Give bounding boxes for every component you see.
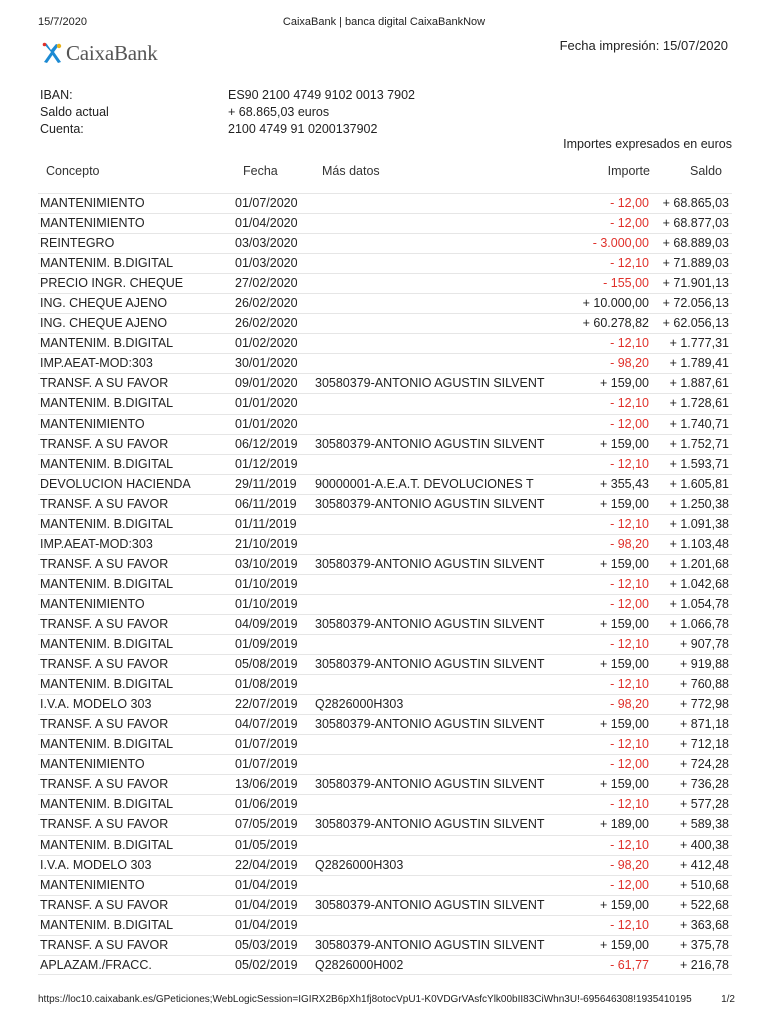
cell-fecha: 01/03/2020 bbox=[235, 256, 298, 271]
cell-saldo: + 522,68 bbox=[679, 897, 729, 912]
cell-concepto: TRANSF. A SU FAVOR bbox=[40, 376, 169, 391]
cell-fecha: 03/03/2020 bbox=[235, 236, 298, 251]
cell-saldo: + 1.593,71 bbox=[669, 456, 729, 471]
iban-row bbox=[40, 87, 415, 104]
cell-concepto: MANTENIM. B.DIGITAL bbox=[40, 837, 174, 852]
cell-fecha: 01/02/2020 bbox=[235, 336, 298, 351]
table-row bbox=[38, 494, 732, 514]
cell-importe: - 12,10 bbox=[610, 456, 649, 471]
logo-text: CaixaBank bbox=[66, 40, 158, 65]
cell-importe: + 159,00 bbox=[599, 777, 649, 792]
table-row bbox=[38, 734, 732, 754]
cell-importe: - 98,20 bbox=[610, 697, 649, 712]
cell-fecha: 01/04/2020 bbox=[235, 216, 298, 231]
cell-concepto: I.V.A. MODELO 303 bbox=[40, 697, 152, 712]
table-header bbox=[38, 164, 732, 180]
cell-concepto: MANTENIM. B.DIGITAL bbox=[40, 396, 174, 411]
fecha-impresion: Fecha impresión: 15/07/2020 bbox=[559, 38, 728, 53]
table-row bbox=[38, 213, 732, 233]
table-row bbox=[38, 273, 732, 293]
table-row bbox=[38, 373, 732, 393]
cell-fecha: 26/02/2020 bbox=[235, 316, 298, 331]
iban-label: IBAN: bbox=[40, 88, 73, 102]
cell-importe: - 155,00 bbox=[603, 276, 649, 291]
cell-saldo: + 760,88 bbox=[679, 677, 729, 692]
cell-importe: - 3.000,00 bbox=[592, 236, 649, 251]
cell-concepto: TRANSF. A SU FAVOR bbox=[40, 817, 169, 832]
cell-mas-datos: 30580379-ANTONIO AGUSTIN SILVENT bbox=[315, 937, 545, 952]
cell-mas-datos: 30580379-ANTONIO AGUSTIN SILVENT bbox=[315, 376, 545, 391]
cell-importe: - 12,10 bbox=[610, 917, 649, 932]
footer-page: 1/2 bbox=[721, 994, 735, 1005]
table-row bbox=[38, 634, 732, 654]
cell-importe: - 12,00 bbox=[610, 196, 649, 210]
cell-fecha: 01/10/2019 bbox=[235, 596, 298, 611]
cell-importe: + 159,00 bbox=[599, 556, 649, 571]
cell-mas-datos: 30580379-ANTONIO AGUSTIN SILVENT bbox=[315, 436, 545, 451]
table-row bbox=[38, 293, 732, 313]
table-row bbox=[38, 454, 732, 474]
cell-importe: + 159,00 bbox=[599, 657, 649, 672]
cell-fecha: 01/11/2019 bbox=[235, 516, 297, 531]
table-row bbox=[38, 855, 732, 875]
cell-fecha: 01/10/2019 bbox=[235, 576, 298, 591]
table-row bbox=[38, 814, 732, 834]
cell-importe: - 12,10 bbox=[610, 396, 649, 411]
saldo-value: + 68.865,03 euros bbox=[228, 105, 330, 119]
cell-fecha: 01/04/2019 bbox=[235, 897, 298, 912]
table-row bbox=[38, 614, 732, 634]
cell-mas-datos: 90000001-A.E.A.T. DEVOLUCIONES T bbox=[315, 476, 534, 491]
cell-saldo: + 1.740,71 bbox=[669, 416, 729, 431]
table-row bbox=[38, 875, 732, 895]
cell-saldo: + 68.877,03 bbox=[662, 216, 729, 231]
cell-importe: - 12,10 bbox=[610, 637, 649, 652]
cell-concepto: MANTENIM. B.DIGITAL bbox=[40, 576, 174, 591]
table-row bbox=[38, 895, 732, 915]
cell-fecha: 01/04/2019 bbox=[235, 917, 298, 932]
cell-concepto: I.V.A. MODELO 303 bbox=[40, 857, 152, 872]
cell-importe: - 12,00 bbox=[610, 877, 649, 892]
cell-concepto: MANTENIM. B.DIGITAL bbox=[40, 637, 174, 652]
cell-importe: + 189,00 bbox=[599, 817, 649, 832]
cell-concepto: APLAZAM./FRACC. bbox=[40, 957, 152, 972]
table-row bbox=[38, 313, 732, 333]
cell-concepto: IMP.AEAT-MOD:303 bbox=[40, 356, 153, 371]
cell-saldo: + 919,88 bbox=[679, 657, 729, 672]
table-row bbox=[38, 514, 732, 534]
cell-importe: - 61,77 bbox=[610, 957, 649, 972]
table-row bbox=[38, 754, 732, 774]
star-logo-icon bbox=[38, 40, 64, 66]
cell-importe: - 12,00 bbox=[610, 416, 649, 431]
cell-concepto: TRANSF. A SU FAVOR bbox=[40, 556, 169, 571]
cell-concepto: MANTENIM. B.DIGITAL bbox=[40, 797, 174, 812]
cell-concepto: MANTENIMIENTO bbox=[40, 757, 145, 772]
cell-importe: - 12,00 bbox=[610, 757, 649, 772]
cell-saldo: + 577,28 bbox=[679, 797, 729, 812]
cell-importe: - 12,10 bbox=[610, 516, 649, 531]
cell-saldo: + 1.887,61 bbox=[669, 376, 729, 391]
transactions-table bbox=[38, 193, 732, 975]
cell-concepto: TRANSF. A SU FAVOR bbox=[40, 897, 169, 912]
cell-importe: - 12,10 bbox=[610, 737, 649, 752]
table-row bbox=[38, 714, 732, 734]
cell-saldo: + 907,78 bbox=[679, 637, 729, 652]
cell-saldo: + 724,28 bbox=[679, 757, 729, 772]
cell-fecha: 22/04/2019 bbox=[235, 857, 298, 872]
table-row bbox=[38, 414, 732, 434]
cell-saldo: + 712,18 bbox=[679, 737, 729, 752]
importes-note: Importes expresados en euros bbox=[563, 137, 732, 151]
cell-saldo: + 375,78 bbox=[679, 937, 729, 952]
cell-fecha: 01/08/2019 bbox=[235, 677, 298, 692]
cell-concepto: MANTENIM. B.DIGITAL bbox=[40, 336, 174, 351]
cell-importe: + 159,00 bbox=[599, 937, 649, 952]
cell-fecha: 06/11/2019 bbox=[235, 496, 297, 511]
table-row bbox=[38, 554, 732, 574]
cell-fecha: 01/01/2020 bbox=[235, 396, 298, 411]
cell-saldo: + 736,28 bbox=[679, 777, 729, 792]
cell-fecha: 04/07/2019 bbox=[235, 717, 298, 732]
cell-saldo: + 1.605,81 bbox=[669, 476, 729, 491]
footer-url: https://loc10.caixabank.es/GPeticiones;WebLogicSession=IGIRX2B6pXh1fj8otocVpU1-K0VDGrVAsfcYlk00bII83CiWhn3U!-695646308!1935410195 bbox=[38, 994, 692, 1005]
print-title: CaixaBank | banca digital CaixaBankNow bbox=[282, 16, 486, 28]
cell-importe: - 12,10 bbox=[610, 837, 649, 852]
cell-concepto: DEVOLUCION HACIENDA bbox=[40, 476, 191, 491]
cell-saldo: + 1.066,78 bbox=[669, 616, 729, 631]
table-row bbox=[38, 955, 732, 975]
cell-saldo: + 1.054,78 bbox=[669, 596, 729, 611]
cell-fecha: 04/09/2019 bbox=[235, 616, 298, 631]
cell-mas-datos: 30580379-ANTONIO AGUSTIN SILVENT bbox=[315, 657, 545, 672]
cell-saldo: + 772,98 bbox=[679, 697, 729, 712]
cell-fecha: 09/01/2020 bbox=[235, 376, 298, 391]
cell-concepto: MANTENIM. B.DIGITAL bbox=[40, 737, 174, 752]
cell-fecha: 01/12/2019 bbox=[235, 456, 298, 471]
saldo-row bbox=[40, 104, 415, 121]
cell-fecha: 05/08/2019 bbox=[235, 657, 298, 672]
header-mas-datos: Más datos bbox=[322, 164, 380, 178]
cell-importe: + 159,00 bbox=[599, 897, 649, 912]
cell-concepto: TRANSF. A SU FAVOR bbox=[40, 496, 169, 511]
cell-fecha: 01/05/2019 bbox=[235, 837, 298, 852]
cell-concepto: TRANSF. A SU FAVOR bbox=[40, 937, 169, 952]
cell-saldo: + 1.777,31 bbox=[669, 336, 729, 351]
table-row bbox=[38, 794, 732, 814]
cell-fecha: 01/04/2019 bbox=[235, 877, 298, 892]
cell-fecha: 05/03/2019 bbox=[235, 937, 298, 952]
cell-importe: + 159,00 bbox=[599, 496, 649, 511]
cell-concepto: IMP.AEAT-MOD:303 bbox=[40, 536, 153, 551]
cell-concepto: TRANSF. A SU FAVOR bbox=[40, 657, 169, 672]
cell-saldo: + 1.201,68 bbox=[669, 556, 729, 571]
table-row bbox=[38, 835, 732, 855]
cell-fecha: 13/06/2019 bbox=[235, 777, 298, 792]
cell-importe: - 12,00 bbox=[610, 216, 649, 231]
cell-concepto: MANTENIMIENTO bbox=[40, 216, 145, 231]
table-row bbox=[38, 594, 732, 614]
cell-concepto: MANTENIMIENTO bbox=[40, 877, 145, 892]
cell-mas-datos: 30580379-ANTONIO AGUSTIN SILVENT bbox=[315, 817, 545, 832]
cell-concepto: MANTENIM. B.DIGITAL bbox=[40, 256, 174, 271]
cell-saldo: + 71.889,03 bbox=[662, 256, 729, 271]
cell-concepto: PRECIO INGR. CHEQUE bbox=[40, 276, 184, 291]
cell-saldo: + 1.042,68 bbox=[669, 576, 729, 591]
cell-saldo: + 400,38 bbox=[679, 837, 729, 852]
saldo-label: Saldo actual bbox=[40, 105, 109, 119]
cell-fecha: 27/02/2020 bbox=[235, 276, 298, 291]
cell-saldo: + 1.103,48 bbox=[669, 536, 729, 551]
table-row bbox=[38, 253, 732, 273]
table-row bbox=[38, 474, 732, 494]
cell-fecha: 21/10/2019 bbox=[235, 536, 298, 551]
cell-saldo: + 62.056,13 bbox=[662, 316, 729, 331]
cell-importe: - 12,10 bbox=[610, 677, 649, 692]
cuenta-row bbox=[40, 121, 415, 138]
cell-importe: - 12,10 bbox=[610, 576, 649, 591]
cell-concepto: MANTENIMIENTO bbox=[40, 196, 145, 210]
cell-fecha: 01/06/2019 bbox=[235, 797, 298, 812]
header-fecha: Fecha bbox=[243, 164, 278, 178]
cell-concepto: MANTENIM. B.DIGITAL bbox=[40, 917, 174, 932]
table-row bbox=[38, 694, 732, 714]
cell-importe: - 98,20 bbox=[610, 536, 649, 551]
cell-saldo: + 1.250,38 bbox=[669, 496, 729, 511]
caixabank-logo bbox=[38, 40, 158, 66]
table-row bbox=[38, 674, 732, 694]
cell-mas-datos: 30580379-ANTONIO AGUSTIN SILVENT bbox=[315, 496, 545, 511]
print-date: 15/7/2020 bbox=[38, 16, 87, 28]
cell-fecha: 01/01/2020 bbox=[235, 416, 298, 431]
table-row bbox=[38, 333, 732, 353]
cell-importe: + 10.000,00 bbox=[582, 296, 649, 311]
table-row bbox=[38, 434, 732, 454]
cell-concepto: TRANSF. A SU FAVOR bbox=[40, 777, 169, 792]
cell-saldo: + 71.901,13 bbox=[662, 276, 729, 291]
table-row bbox=[38, 654, 732, 674]
cell-concepto: MANTENIMIENTO bbox=[40, 416, 145, 431]
cell-importe: + 159,00 bbox=[599, 376, 649, 391]
cell-mas-datos: 30580379-ANTONIO AGUSTIN SILVENT bbox=[315, 897, 545, 912]
cuenta-label: Cuenta: bbox=[40, 122, 84, 136]
cell-fecha: 01/07/2019 bbox=[235, 737, 298, 752]
cell-mas-datos: 30580379-ANTONIO AGUSTIN SILVENT bbox=[315, 616, 545, 631]
cell-saldo: + 68.865,03 bbox=[662, 196, 729, 210]
table-row bbox=[38, 574, 732, 594]
iban-value: ES90 2100 4749 9102 0013 7902 bbox=[228, 88, 415, 102]
cell-importe: - 12,00 bbox=[610, 596, 649, 611]
cell-importe: + 159,00 bbox=[599, 717, 649, 732]
cell-mas-datos: Q2826000H303 bbox=[315, 697, 404, 712]
cell-importe: + 159,00 bbox=[599, 616, 649, 631]
header-importe: Importe bbox=[607, 164, 650, 178]
cell-concepto: MANTENIM. B.DIGITAL bbox=[40, 677, 174, 692]
cell-concepto: TRANSF. A SU FAVOR bbox=[40, 717, 169, 732]
cell-fecha: 01/07/2019 bbox=[235, 757, 298, 772]
header-concepto: Concepto bbox=[46, 164, 100, 178]
cell-mas-datos: 30580379-ANTONIO AGUSTIN SILVENT bbox=[315, 777, 545, 792]
cell-saldo: + 412,48 bbox=[679, 857, 729, 872]
account-info bbox=[40, 87, 415, 138]
cell-importe: - 12,10 bbox=[610, 797, 649, 812]
cell-importe: + 159,00 bbox=[599, 436, 649, 451]
cell-saldo: + 363,68 bbox=[679, 917, 729, 932]
cell-mas-datos: Q2826000H303 bbox=[315, 857, 404, 872]
print-header bbox=[0, 16, 768, 32]
cell-saldo: + 510,68 bbox=[679, 877, 729, 892]
cell-fecha: 01/09/2019 bbox=[235, 637, 298, 652]
cell-fecha: 30/01/2020 bbox=[235, 356, 298, 371]
cell-concepto: MANTENIM. B.DIGITAL bbox=[40, 516, 174, 531]
table-row bbox=[38, 534, 732, 554]
cell-saldo: + 216,78 bbox=[679, 957, 729, 972]
cell-saldo: + 871,18 bbox=[679, 717, 729, 732]
table-row bbox=[38, 393, 732, 413]
cell-fecha: 29/11/2019 bbox=[235, 476, 297, 491]
cell-importe: - 12,10 bbox=[610, 256, 649, 271]
cell-importe: + 355,43 bbox=[599, 476, 649, 491]
cell-saldo: + 1.728,61 bbox=[669, 396, 729, 411]
cell-saldo: + 589,38 bbox=[679, 817, 729, 832]
cell-fecha: 07/05/2019 bbox=[235, 817, 298, 832]
cell-saldo: + 68.889,03 bbox=[662, 236, 729, 251]
cell-mas-datos: Q2826000H002 bbox=[315, 957, 404, 972]
cell-importe: - 12,10 bbox=[610, 336, 649, 351]
cell-importe: - 98,20 bbox=[610, 857, 649, 872]
cell-fecha: 06/12/2019 bbox=[235, 436, 298, 451]
cell-fecha: 05/02/2019 bbox=[235, 957, 298, 972]
cell-mas-datos: 30580379-ANTONIO AGUSTIN SILVENT bbox=[315, 556, 545, 571]
cell-saldo: + 1.752,71 bbox=[669, 436, 729, 451]
cell-importe: + 60.278,82 bbox=[582, 316, 649, 331]
cell-fecha: 01/07/2020 bbox=[235, 196, 298, 210]
cell-fecha: 26/02/2020 bbox=[235, 296, 298, 311]
print-footer bbox=[0, 994, 768, 1008]
cell-concepto: TRANSF. A SU FAVOR bbox=[40, 436, 169, 451]
cell-fecha: 03/10/2019 bbox=[235, 556, 298, 571]
cell-fecha: 22/07/2019 bbox=[235, 697, 298, 712]
cell-concepto: ING. CHEQUE AJENO bbox=[40, 316, 168, 331]
cell-saldo: + 1.091,38 bbox=[669, 516, 729, 531]
cuenta-value: 2100 4749 91 0200137902 bbox=[228, 122, 378, 136]
table-row bbox=[38, 233, 732, 253]
table-row bbox=[38, 193, 732, 213]
table-row bbox=[38, 915, 732, 935]
cell-concepto: MANTENIM. B.DIGITAL bbox=[40, 456, 174, 471]
cell-saldo: + 72.056,13 bbox=[662, 296, 729, 311]
cell-concepto: TRANSF. A SU FAVOR bbox=[40, 616, 169, 631]
cell-concepto: REINTEGRO bbox=[40, 236, 115, 251]
cell-saldo: + 1.789,41 bbox=[669, 356, 729, 371]
table-row bbox=[38, 353, 732, 373]
cell-importe: - 98,20 bbox=[610, 356, 649, 371]
table-row bbox=[38, 774, 732, 794]
cell-concepto: ING. CHEQUE AJENO bbox=[40, 296, 168, 311]
cell-concepto: MANTENIMIENTO bbox=[40, 596, 145, 611]
table-row bbox=[38, 935, 732, 955]
header-saldo: Saldo bbox=[690, 164, 722, 178]
cell-mas-datos: 30580379-ANTONIO AGUSTIN SILVENT bbox=[315, 717, 545, 732]
